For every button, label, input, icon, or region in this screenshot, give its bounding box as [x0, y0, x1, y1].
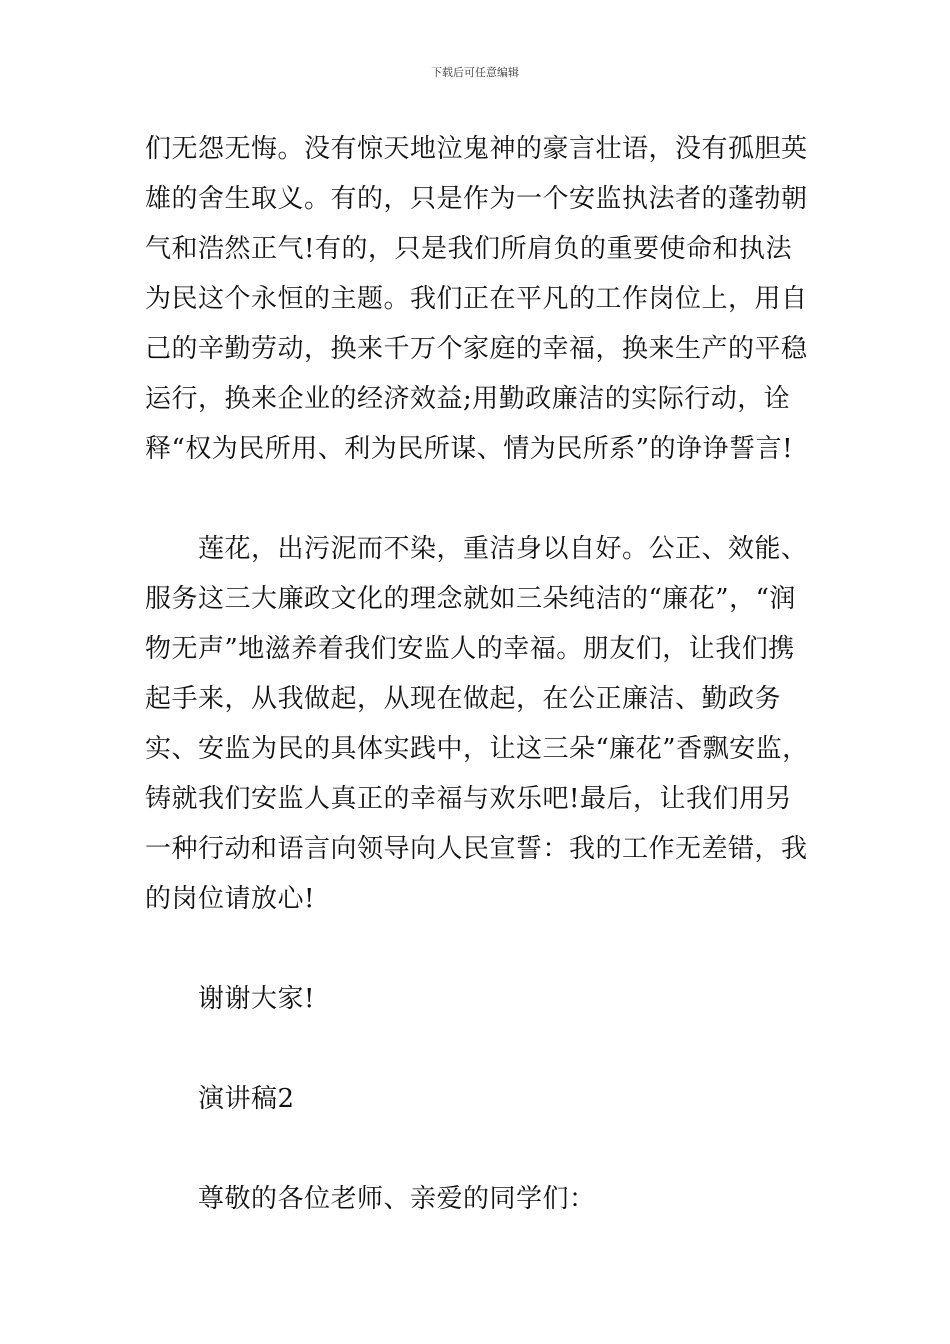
page-header-note: 下载后可任意编辑 — [431, 66, 519, 79]
document-body — [145, 124, 813, 1224]
paragraph-continuation: 们无怨无悔。没有惊天地泣鬼神的豪言壮语，没有孤胆英雄的舍生取义。有的，只是作为一个安监执法者的蓬勃朝气和浩然正气!有的，只是我们所肩负的重要使命和执法为民这个永恒的主题。我们正在平凡的工作岗位上，用自己的辛勤劳动，换来千万个家庭的幸福，换来生产的平稳运行，换来企业的经济效益;用勤政廉洁的实际行动，诠释“权为民所用、利为民所谋、情为民所系”的诤诤誓言! — [145, 134, 808, 464]
paragraph-thanks: 谢谢大家! — [145, 984, 315, 1014]
paragraph-salutation: 尊敬的各位老师、亲爱的同学们： — [145, 1184, 596, 1214]
paragraph-lotus: 莲花，出污泥而不染，重洁身以自好。公正、效能、服务这三大廉政文化的理念就如三朵纯洁的“廉花”，“润物无声”地滋养着我们安监人的幸福。朋友们，让我们携起手来，从我做起，从现在做起，在公正廉洁、勤政务实、安监为民的具体实践中，让这三朵“廉花”香飘安监，铸就我们安监人真正的幸福与欢乐吧!最后，让我们用另一种行动和语言向领导向人民宣誓：我的工作无差错，我的岗位请放心! — [145, 534, 809, 914]
speech-heading: 演讲稿2 — [145, 1084, 295, 1114]
